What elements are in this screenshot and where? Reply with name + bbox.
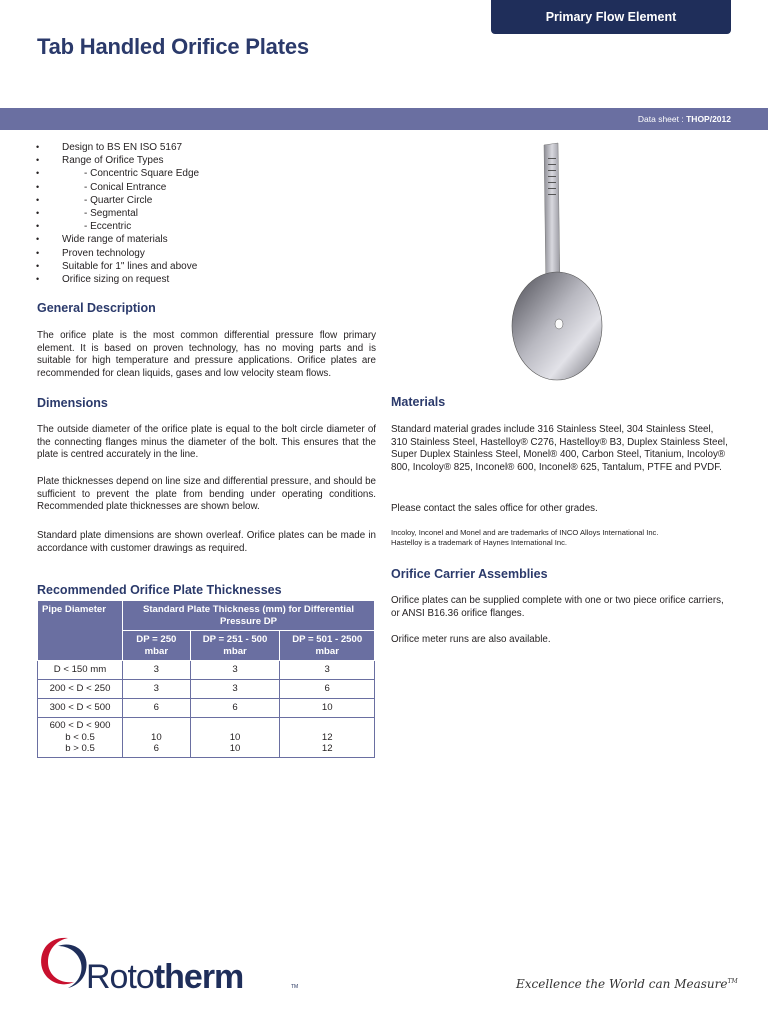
feature-item: • Proven technology (36, 247, 145, 259)
pipe-cell: 300 < D < 500 (38, 699, 123, 718)
materials-para-2: Please contact the sales office for other grades. (391, 503, 598, 514)
col-pipe-diameter: Pipe Diameter (38, 601, 123, 661)
col-dp-250: DP = 250 mbar (123, 631, 191, 661)
table-row (38, 661, 375, 680)
pipe-cell: 600 < D < 900 b < 0.5 b > 0.5 (38, 718, 123, 758)
value-cell: 3 (190, 661, 280, 680)
plate-tab (544, 143, 560, 292)
table-row (38, 680, 375, 699)
table-heading: Recommended Orifice Plate Thicknesses (37, 583, 282, 597)
table-row (38, 699, 375, 718)
datasheet-code: THOP/2012 (686, 114, 731, 124)
orifice-plate-photo (500, 140, 640, 385)
value-cell: 10 6 (123, 718, 191, 758)
tagline: Excellence the World can Measure™ (516, 977, 738, 991)
col-dp-501-2500: DP = 501 - 2500 mbar (280, 631, 375, 661)
feature-item: • - Segmental (36, 207, 138, 219)
feature-list (36, 141, 199, 286)
thickness-table (37, 600, 375, 758)
carrier-heading: Orifice Carrier Assemblies (391, 567, 548, 581)
value-cell: 6 (123, 699, 191, 718)
feature-item: • Orifice sizing on request (36, 273, 170, 285)
value-cell: 6 (280, 680, 375, 699)
table-row (38, 718, 375, 758)
dimensions-heading: Dimensions (37, 396, 108, 410)
feature-item: • - Quarter Circle (36, 194, 153, 206)
pipe-cell: 200 < D < 250 (38, 680, 123, 699)
datasheet-label: Data sheet : (637, 114, 684, 124)
dimensions-para-2: Plate thicknesses depend on line size and differential pressure, and should be sufficient to prevent the plate from bending under operating conditions. Recommended plate thicknesses are shown below. (37, 476, 376, 513)
materials-para-1: Standard material grades include 316 Stainless Steel, 304 Stainless Steel, 310 Stainless Steel, Hastelloy® C276, Hastelloy® B3, Duplex Stainless Steel, Super Duplex Stainless Steel, Monel® 400, Carbon Steel, Titanium, Incoloy® 800, Incoloy® 825, Inconel® 600, Inconel® 625, Tantalum, PTFE and PVDF. (391, 424, 728, 473)
feature-item: • - Conical Entrance (36, 181, 167, 193)
value-cell: 3 (123, 680, 191, 699)
feature-item: • Design to BS EN ISO 5167 (36, 142, 183, 153)
feature-item: • - Eccentric (36, 221, 132, 233)
general-heading: General Description (37, 301, 156, 315)
logo-wordmark: Rototherm (86, 958, 244, 992)
materials-heading: Materials (391, 395, 446, 409)
col-dp-251-500: DP = 251 - 500 mbar (190, 631, 280, 661)
carrier-para-1: Orifice plates can be supplied complete with one or two piece orifice carriers, or ANSI B16.36 orifice flanges. (391, 595, 724, 619)
datasheet-ref (638, 108, 731, 130)
value-cell: 6 (190, 699, 280, 718)
trademark-note-1: Incoloy, Inconel and Monel and are trademarks of INCO Alloys International Inc. (391, 528, 659, 537)
feature-item: • Range of Orifice Types (36, 155, 164, 167)
page-title: Tab Handled Orifice Plates (37, 34, 309, 59)
trademark-note-2: Hastelloy is a trademark of Haynes International Inc. (391, 538, 568, 547)
value-cell: 3 (123, 661, 191, 680)
section-tag: Primary Flow Element (491, 0, 731, 34)
datasheet-band (0, 108, 768, 130)
value-cell: 3 (280, 661, 375, 680)
general-text: The orifice plate is the most common differential pressure flow primary element. It is based on proven technology, has no moving parts and is suitable for high temperature and pressure applications. Orifice plates are recommended for clean liquids, gases and low velocity steam flows. (37, 330, 376, 379)
feature-item: • - Concentric Square Edge (36, 168, 200, 180)
dimensions-para-3: Standard plate dimensions are shown overleaf. Orifice plates can be made in accordance with customer drawings as required. (37, 530, 376, 554)
feature-item: • Suitable for 1" lines and above (36, 260, 198, 272)
logo-tm: TM (291, 984, 299, 990)
dimensions-para-1: The outside diameter of the orifice plate is equal to the bolt circle diameter of the connecting flanges minus the diameter of the bolt. This ensures that the plate is centred accurately in the line. (37, 424, 376, 461)
feature-item: • Wide range of materials (36, 234, 168, 246)
col-standard-thickness: Standard Plate Thickness (mm) for Differential Pressure DP (123, 601, 375, 631)
value-cell: 10 (280, 699, 375, 718)
value-cell: 12 12 (280, 718, 375, 758)
plate-bore (555, 319, 563, 329)
value-cell: 10 10 (190, 718, 280, 758)
pipe-cell: D < 150 mm (38, 661, 123, 680)
rototherm-logo (34, 930, 314, 992)
value-cell: 3 (190, 680, 280, 699)
carrier-para-2: Orifice meter runs are also available. (391, 634, 551, 645)
